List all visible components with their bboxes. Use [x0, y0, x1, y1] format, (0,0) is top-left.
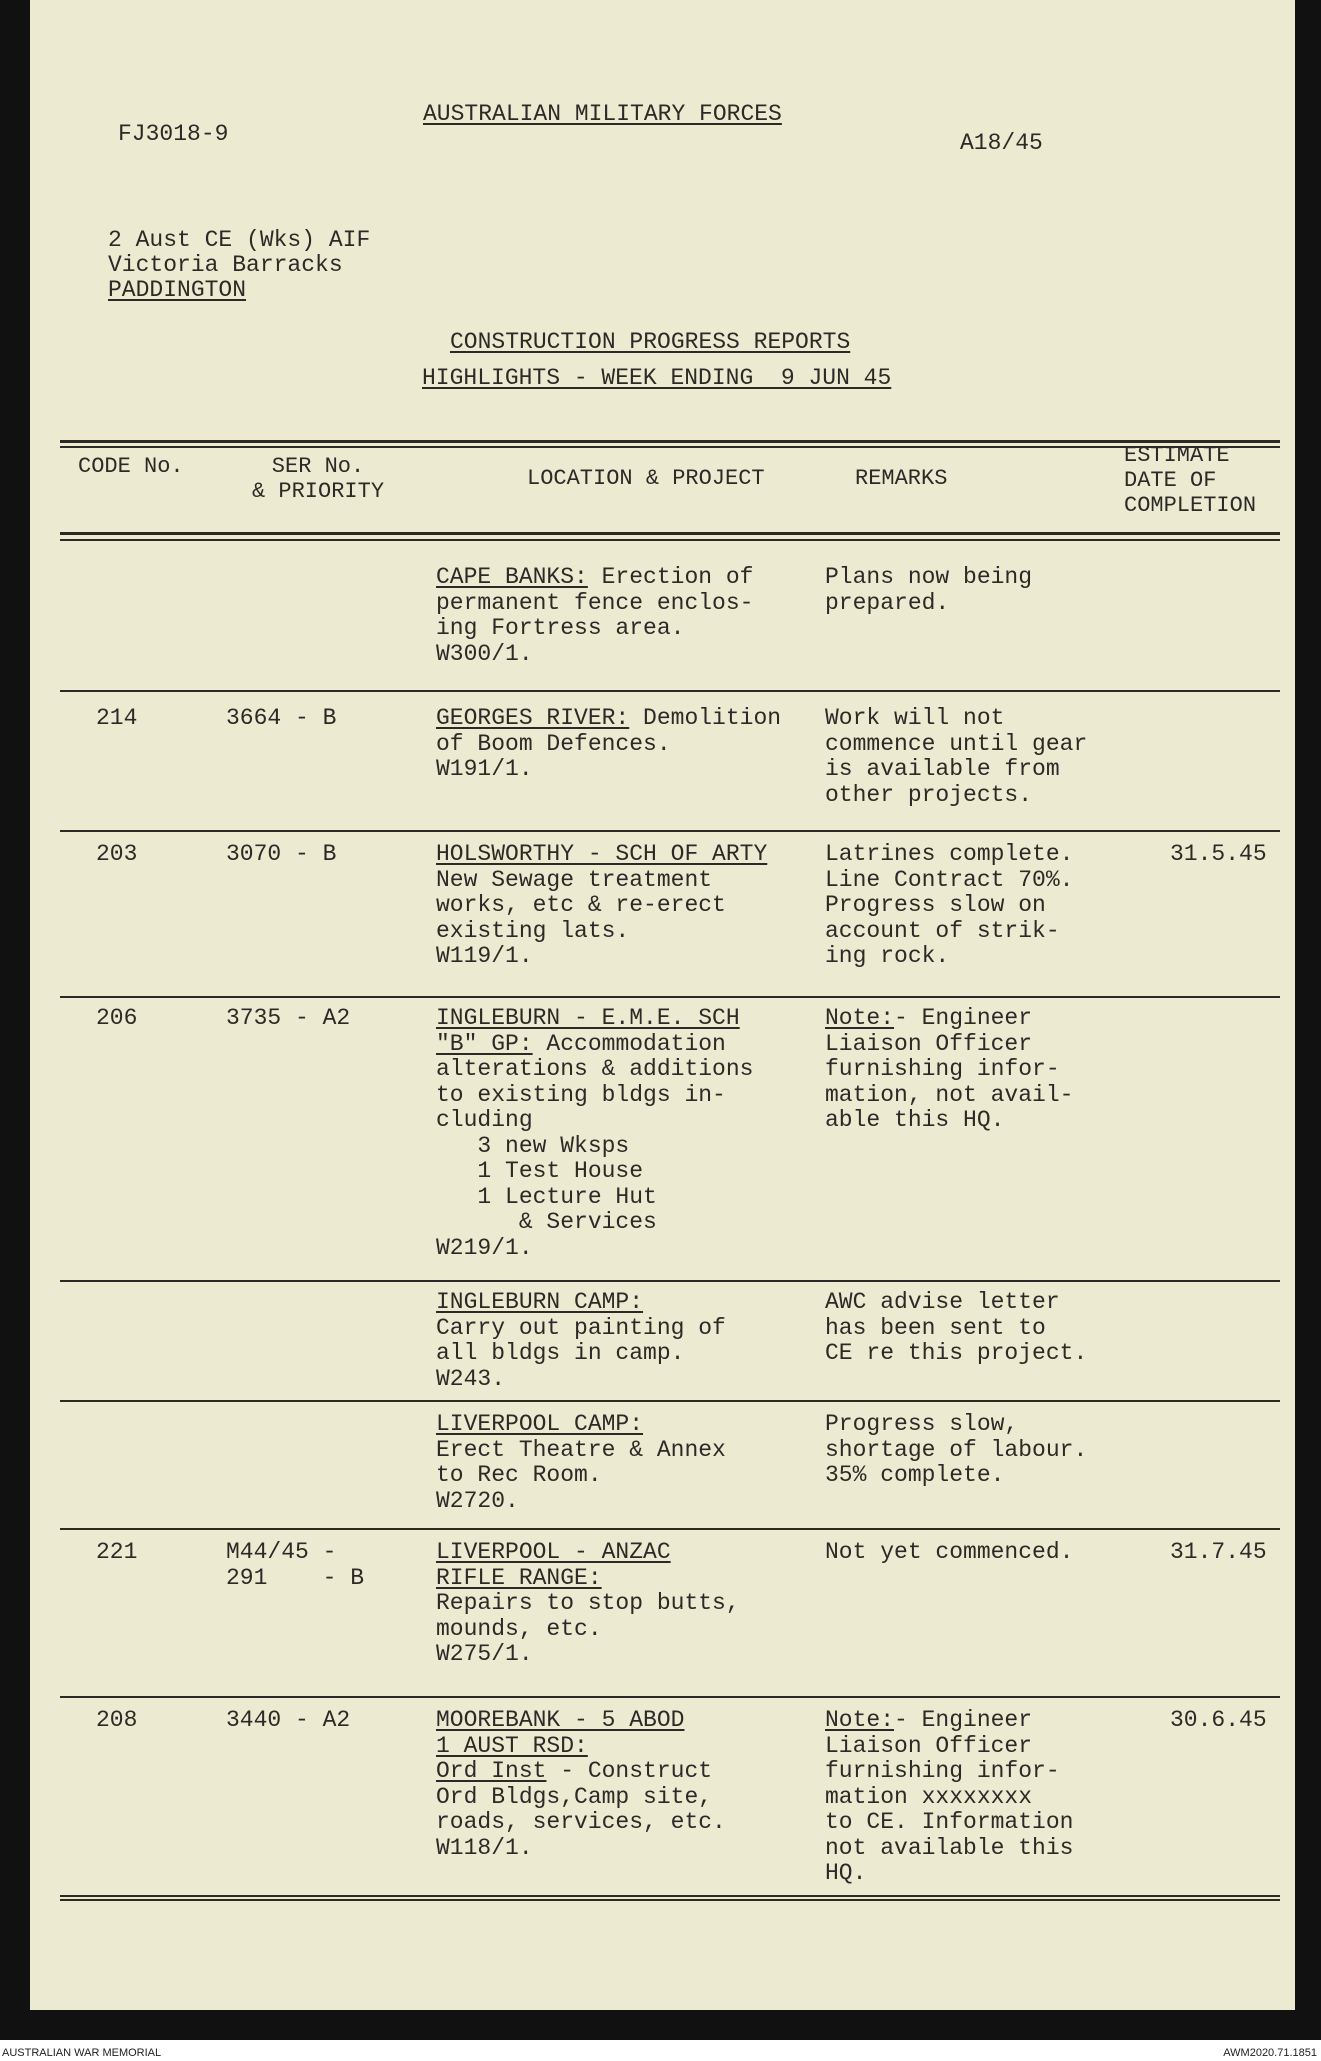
report-subtitle: HIGHLIGHTS - WEEK ENDING 9 JUN 45 — [422, 365, 892, 391]
row-separator-rule — [60, 1895, 1280, 1897]
location-heading: INGLEBURN - E.M.E. SCH "B" GP: — [436, 1005, 740, 1057]
address-line-1: 2 Aust CE (Wks) AIF — [108, 227, 371, 253]
footer-accession: AWM2020.71.1851 — [1223, 2047, 1317, 2059]
row-separator-rule — [60, 690, 1280, 692]
row-ser-priority: 3070 - B — [226, 841, 337, 867]
header-bottom-rule-2 — [60, 539, 1280, 541]
row-separator-rule — [60, 1400, 1280, 1402]
row-code: 208 — [96, 1707, 138, 1733]
row-remarks — [825, 1006, 1073, 1134]
row-separator-rule — [60, 1528, 1280, 1530]
row-code: 203 — [96, 841, 138, 867]
table-top-rule-2 — [60, 446, 1280, 448]
address-line-2: Victoria Barracks — [108, 252, 343, 278]
remarks-text: Work will not commence until gear is available from other projects. — [825, 705, 1088, 808]
row-location-project — [436, 1708, 726, 1861]
row-location-project — [436, 1412, 726, 1514]
row-location-project — [436, 1290, 726, 1392]
location-heading: HOLSWORTHY - SCH OF ARTY — [436, 841, 768, 867]
location-heading: MOOREBANK - 5 ABOD 1 AUST RSD: Ord Inst — [436, 1707, 685, 1784]
location-text: Erect Theatre & Annex to Rec Room. W2720. — [436, 1436, 726, 1514]
row-remarks — [825, 706, 1087, 808]
row-remarks — [825, 1540, 1073, 1566]
table-top-rule — [60, 440, 1280, 443]
column-header-remarks: REMARKS — [855, 466, 948, 491]
column-header-estimate: ESTIMATE DATE OF COMPLETION — [1124, 443, 1257, 518]
report-title: CONSTRUCTION PROGRESS REPORTS — [450, 329, 851, 355]
row-estimate-date: 31.5.45 — [1170, 841, 1267, 867]
location-heading: INGLEBURN CAMP: — [436, 1289, 644, 1315]
row-ser-priority: M44/45 - 291 - B — [226, 1539, 365, 1591]
header-bottom-rule — [60, 532, 1280, 535]
remarks-text: Plans now being prepared. — [825, 564, 1033, 616]
row-location-project — [436, 1540, 740, 1668]
location-text: Demolition of Boom Defences. W191/1. — [436, 705, 782, 782]
remarks-text: Progress slow, shortage of labour. 35% complete. — [825, 1411, 1088, 1488]
row-remarks — [825, 842, 1073, 970]
remarks-heading: Note: — [825, 1005, 895, 1031]
document-title: AUSTRALIAN MILITARY FORCES — [423, 101, 782, 127]
remarks-text: Not yet commenced. — [825, 1539, 1074, 1565]
file-reference: FJ3018-9 — [118, 121, 229, 147]
location-text: Carry out painting of all bldgs in camp. W243. — [436, 1314, 726, 1392]
remarks-text: Latrines complete. Line Contract 70%. Progress slow on account of strik- ing rock. — [825, 841, 1074, 969]
location-heading: LIVERPOOL - ANZAC RIFLE RANGE: — [436, 1539, 671, 1591]
remarks-text: AWC advise letter has been sent to CE re this project. — [825, 1289, 1088, 1366]
row-ser-priority: 3664 - B — [226, 705, 337, 731]
location-text: Erection of permanent fence enclos- ing Fortress area. W300/1. — [436, 564, 754, 667]
row-location-project — [436, 842, 767, 970]
row-code: 206 — [96, 1005, 138, 1031]
row-separator-rule — [60, 1280, 1280, 1282]
row-estimate-date: 30.6.45 — [1170, 1707, 1267, 1733]
row-location-project — [436, 706, 781, 783]
location-text: - Construct Ord Bldgs,Camp site, roads, services, etc. W118/1. — [436, 1758, 726, 1861]
row-ser-priority: 3735 - A2 — [226, 1005, 351, 1031]
row-remarks — [825, 565, 1032, 616]
column-header-ser: SER No. & PRIORITY — [252, 454, 385, 504]
document-reference: A18/45 — [960, 130, 1043, 156]
row-remarks — [825, 1708, 1073, 1887]
table-bottom-rule — [60, 1899, 1280, 1901]
row-separator-rule — [60, 830, 1280, 832]
location-heading: GEORGES RIVER: — [436, 705, 630, 731]
row-remarks — [825, 1412, 1087, 1489]
location-text: Accommodation alterations & additions to existing bldgs in- cluding 3 new Wksps 1 Test House 1 Lecture Hut & Services W219/1. — [436, 1030, 754, 1261]
address-line-3: PADDINGTON — [108, 277, 247, 303]
location-heading: CAPE BANKS: — [436, 564, 588, 590]
row-location-project — [436, 1006, 753, 1261]
footer-source: AUSTRALIAN WAR MEMORIAL — [2, 2047, 162, 2059]
remarks-text: - Engineer Liaison Officer furnishing infor- mation xxxxxxxx to CE. Information not available this HQ. — [825, 1707, 1074, 1886]
row-location-project — [436, 565, 753, 667]
location-text: New Sewage treatment works, etc & re-erect existing lats. W119/1. — [436, 866, 726, 969]
row-ser-priority: 3440 - A2 — [226, 1707, 351, 1733]
row-separator-rule — [60, 1696, 1280, 1698]
remarks-heading: Note: — [825, 1707, 895, 1733]
location-heading: LIVERPOOL CAMP: — [436, 1411, 644, 1437]
column-header-code: CODE No. — [78, 454, 184, 479]
row-code: 214 — [96, 705, 138, 731]
row-estimate-date: 31.7.45 — [1170, 1539, 1267, 1565]
location-text: Repairs to stop butts, mounds, etc. W275/1. — [436, 1590, 740, 1667]
row-code: 221 — [96, 1539, 138, 1565]
row-separator-rule — [60, 996, 1280, 998]
remarks-text: - Engineer Liaison Officer furnishing infor- mation, not avail- able this HQ. — [825, 1005, 1074, 1133]
row-remarks — [825, 1290, 1087, 1367]
column-header-location: LOCATION & PROJECT — [527, 466, 765, 491]
